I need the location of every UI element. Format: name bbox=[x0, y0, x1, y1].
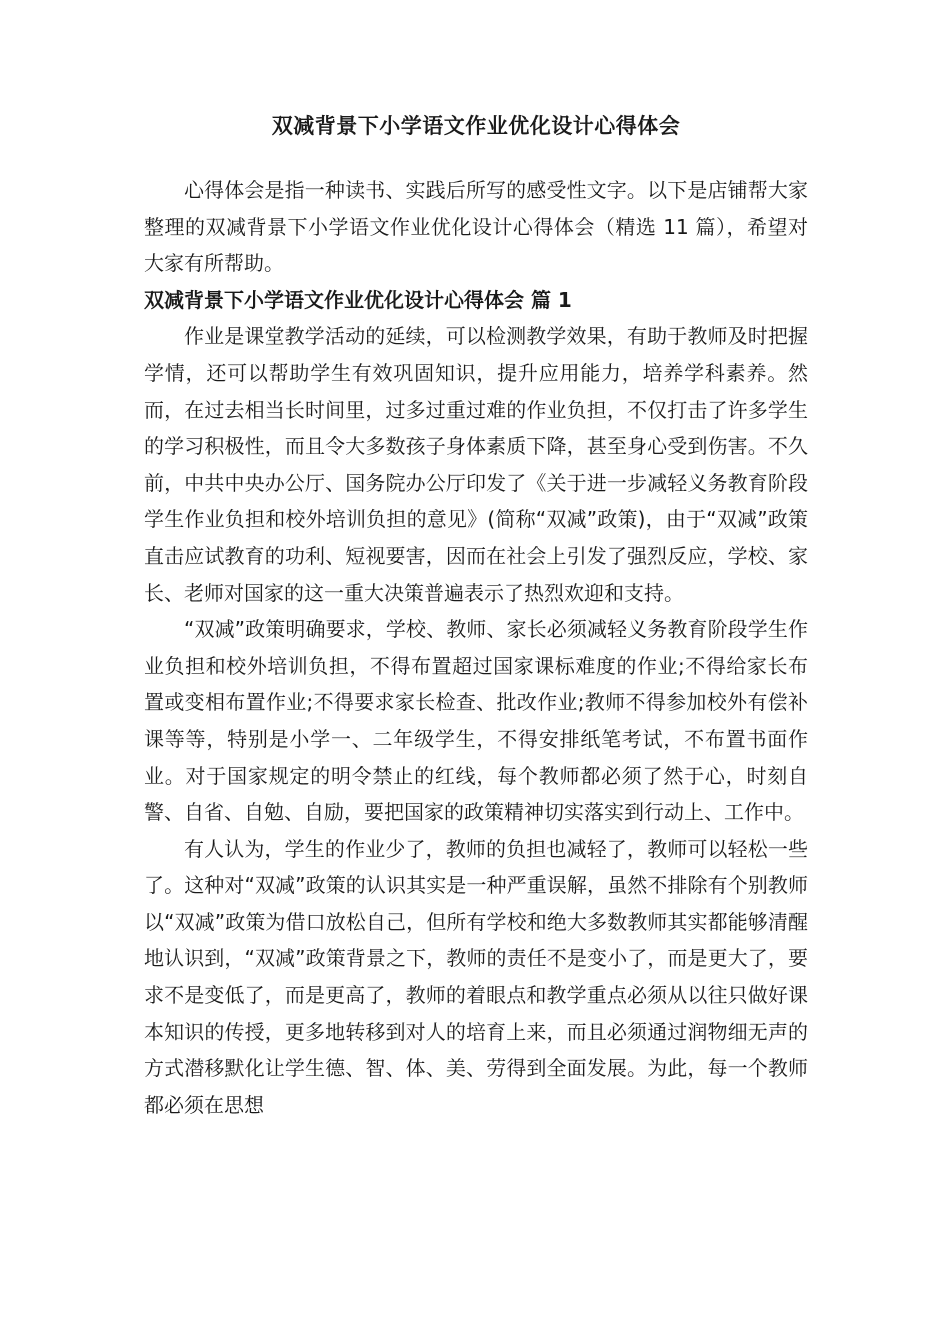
document-page bbox=[144, 108, 808, 1123]
intro-paragraph: 心得体会是指一种读书、实践后所写的感受性文字。以下是店铺帮大家整理的双减背景下小学语文作业优化设计心得体会（精选 11 篇），希望对大家有所帮助。 bbox=[144, 178, 808, 276]
body-paragraph-3: 有人认为，学生的作业少了，教师的负担也减轻了，教师可以轻松一些了。这种对“双减”政策的认识其实是一种严重误解，虽然不排除有个别教师以“双减”政策为借口放松自己，但所有学校和绝大多数教师其实都能够清醒地认识到，“双减”政策背景之下，教师的责任不是变小了，而是更大了，要求不是变低了，而是更高了，教师的着眼点和教学重点必须从以往只做好课本知识的传授，更多地转移到对人的培育上来，而且必须通过润物细无声的方式潜移默化让学生德、智、体、美、劳得到全面发展。为此，每一个教师都必须在思想 bbox=[144, 836, 808, 1117]
section-heading: 双减背景下小学语文作业优化设计心得体会 篇 1 bbox=[144, 287, 572, 312]
body-paragraph-1: 作业是课堂教学活动的延续，可以检测教学效果，有助于教师及时把握学情，还可以帮助学生有效巩固知识，提升应用能力，培养学科素养。然而，在过去相当长时间里，过多过重过难的作业负担，不仅打击了许多学生的学习积极性，而且令大多数孩子身体素质下降，甚至身心受到伤害。不久前，中共中央办公厅、国务院办公厅印发了《关于进一步减轻义务教育阶段学生作业负担和校外培训负担的意见》(简称“双减”政策)，由于“双减”政策直击应试教育的功利、短视要害，因而在社会上引发了强烈反应，学校、家长、老师对国家的这一重大决策普遍表示了热烈欢迎和支持。 bbox=[144, 324, 808, 605]
document-title: 双减背景下小学语文作业优化设计心得体会 bbox=[271, 114, 681, 138]
body-paragraph-2: “双减”政策明确要求，学校、教师、家长必须减轻义务教育阶段学生作业负担和校外培训负担，不得布置超过国家课标难度的作业;不得给家长布置或变相布置作业;不得要求家长检查、批改作业;教师不得参加校外有偿补课等等，特别是小学一、二年级学生，不得安排纸笔考试，不布置书面作业。对于国家规定的明令禁止的红线，每个教师都必须了然于心，时刻自警、自省、自勉、自励，要把国家的政策精神切实落实到行动上、工作中。 bbox=[144, 617, 808, 825]
